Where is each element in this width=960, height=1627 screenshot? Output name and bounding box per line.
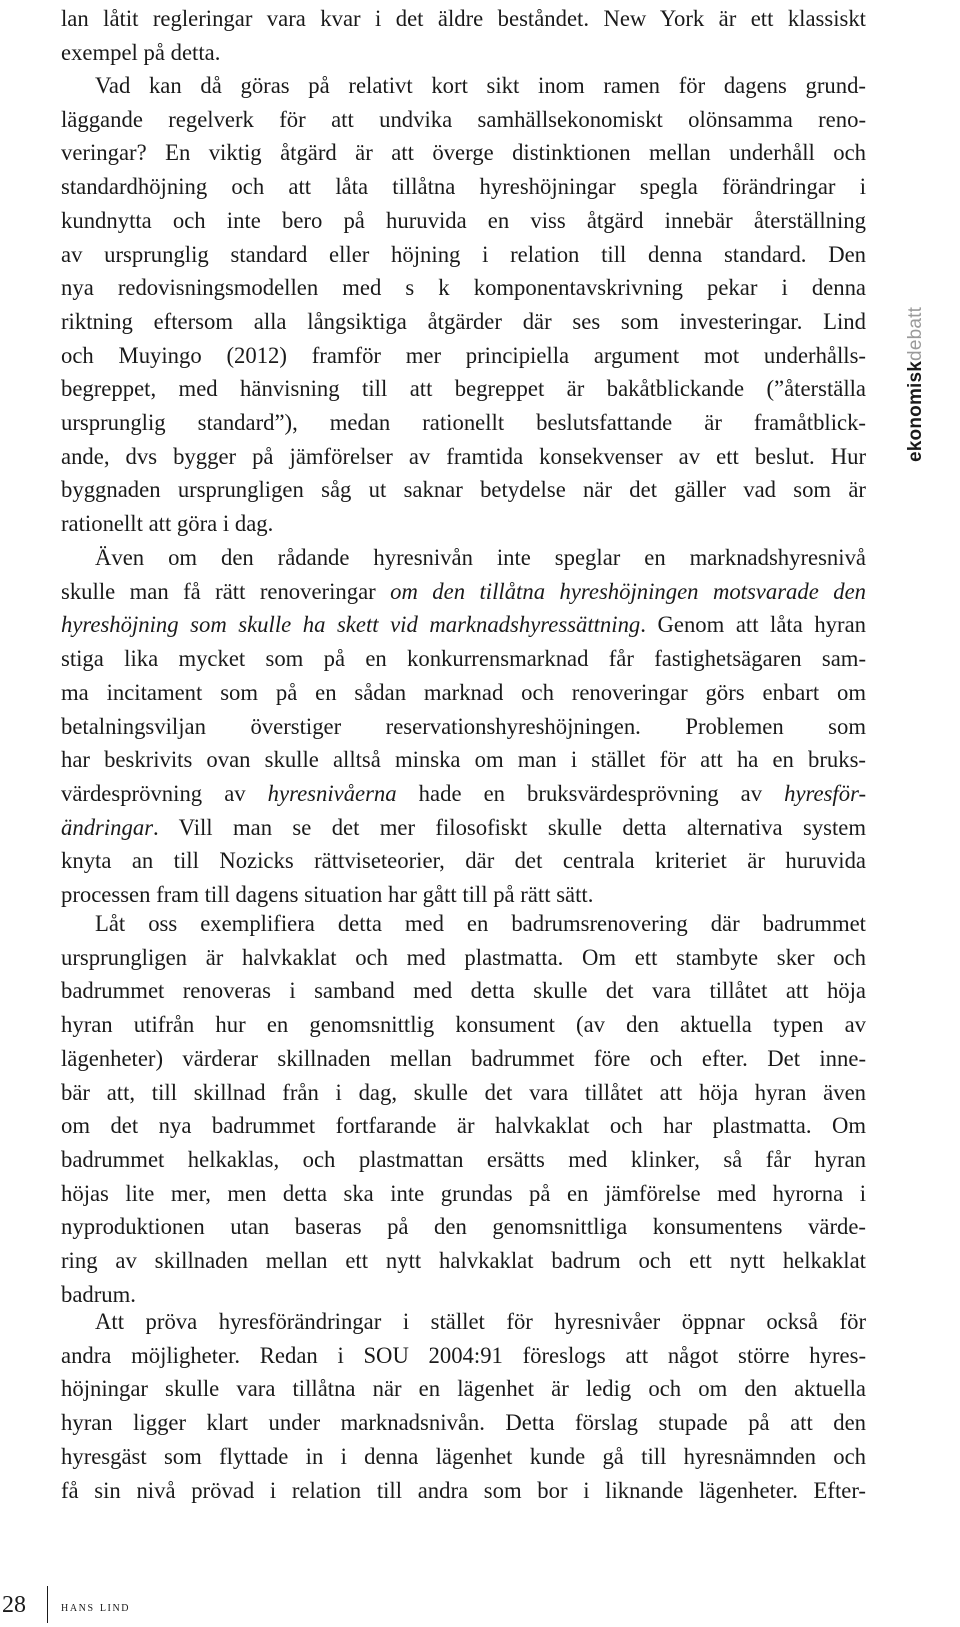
brand-dark-text: ekonomisk [905, 360, 926, 462]
text-line: byggnaden ursprungligen såg ut saknar betydelse när det gäller vad som är [61, 477, 866, 503]
running-author: hans lind [61, 1599, 131, 1615]
text-line: ande, dvs bygger på jämförelser av framtida konsekvenser av ett beslut. Hur [61, 443, 866, 469]
page-footer [0, 1590, 960, 1627]
text-run: . Genom att låta hyran [640, 612, 866, 638]
text-line: lägenheter) värderar skillnaden mellan badrummet före och efter. Det inne- [61, 1045, 866, 1071]
paragraph-3 [61, 541, 866, 912]
text-line: exempel på detta. [61, 39, 221, 65]
text-line: ring av skillnaden mellan ett nytt halvkaklat badrum och ett nytt helkaklat [61, 1248, 866, 1274]
text-line: ursprunglig standard”), medan rationellt beslutsfattande är framåtblick- [61, 410, 866, 436]
text-line: nyproduktionen utan baseras på den genomsnittliga konsumentens värde- [61, 1214, 866, 1240]
text-line [61, 608, 866, 642]
text-run: hade en bruksvärdesprövning av [396, 780, 785, 806]
emphasis-text: om den tillåtna hyreshöjningen motsvarade den [390, 578, 866, 604]
text-line: badrummet renoveras i samband med detta skulle det vara tillåtet att höja [61, 978, 866, 1004]
text-run: skulle man få rätt renoveringar [61, 578, 391, 604]
text-line: knyta an till Nozicks rättviseteorier, där det centrala kriteriet är huruvida [61, 848, 866, 874]
text-line: få sin nivå prövad i relation till andra som bor i liknande lägenheter. Efter- [61, 1477, 866, 1503]
text-line: bär att, till skillnad från i dag, skulle det vara tillåtet att höja hyran även [61, 1079, 866, 1105]
text-line: standardhöjning och att låta tillåtna hyreshöjningar spegla förändringar i [61, 174, 866, 200]
footer-divider [47, 1586, 48, 1623]
text-line: hyran ligger klart under marknadsnivån. Detta förslag stupade på att den [61, 1410, 866, 1436]
text-line: Låt oss exemplifiera detta med en badrumsrenovering där badrummet [95, 911, 866, 936]
text-line: nya redovisningsmodellen med s k komponentavskrivning pekar i denna [61, 275, 866, 301]
text-line: betalningsviljan överstiger reservationshyreshöjningen. Problemen som [61, 713, 866, 739]
journal-brand [903, 307, 929, 462]
text-line [61, 777, 866, 811]
text-line: har beskrivits ovan skulle alltså minska om man i stället för att ha en bruks- [61, 747, 866, 773]
text-line: stiga lika mycket som på en konkurrensmarknad får fastighetsägaren sam- [61, 646, 866, 672]
text-line: Vad kan då göras på relativt kort sikt inom ramen för dagens grund- [95, 73, 866, 98]
text-line [61, 575, 866, 609]
text-line: begreppet, med hänvisning till att begreppet är bakåtblickande (”återställa [61, 376, 866, 402]
brand-light-text: debatt [905, 306, 926, 361]
paragraph-1 [61, 2, 866, 69]
text-line: Även om den rådande hyresnivån inte speglar en marknadshyresnivå [95, 545, 866, 570]
text-line: hyran utifrån hur en genomsnittlig konsument (av den aktuella typen av [61, 1012, 866, 1038]
text-line: andra möjligheter. Redan i SOU 2004:91 föreslogs att något större hyres- [61, 1342, 866, 1368]
text-run: värdesprövning av [61, 780, 268, 806]
text-line: badrummet helkaklas, och plastmattan ersätts med klinker, så får hyran [61, 1146, 866, 1172]
text-line: veringar? En viktig åtgärd är att överge distinktionen mellan underhåll och [61, 140, 866, 166]
text-line: om det nya badrummet fortfarande är halvkaklat och har plastmatta. Om [61, 1113, 866, 1139]
text-line: och Muyingo (2012) framför mer principiella argument mot underhålls- [61, 342, 866, 368]
journal-sidebar [903, 262, 933, 462]
text-line: läggande regelverk för att undvika samhällsekonomiskt olönsamma reno- [61, 106, 866, 132]
emphasis-text: hyresnivåerna [267, 780, 397, 806]
emphasis-text: hyresför- [784, 780, 866, 806]
text-line: badrum. [61, 1281, 136, 1307]
text-line: riktning eftersom alla långsiktiga åtgärder där ses som investeringar. Lind [61, 308, 866, 334]
text-line: kundnytta och inte bero på huruvida en viss åtgärd innebär återställning [61, 207, 866, 233]
text-line: av ursprunglig standard eller höjning i relation till denna standard. Den [61, 241, 866, 267]
text-line: Att pröva hyresförändringar i stället för hyresnivåer öppnar också för [95, 1309, 866, 1334]
emphasis-text: hyreshöjning som skulle ha skett vid marknadshyressättning [61, 612, 641, 638]
paragraph-4 [61, 907, 866, 1311]
text-line: höjningar skulle vara tillåtna när en lägenhet är ledig och om den aktuella [61, 1376, 866, 1402]
text-line: processen fram till dagens situation har gått till på rätt sätt. [61, 882, 594, 908]
text-line: höjas lite mer, men detta ska inte grundas på en jämförelse med hyrorna i [61, 1180, 866, 1206]
paragraph-5 [61, 1305, 866, 1507]
text-line: rationellt att göra i dag. [61, 511, 274, 537]
text-line [61, 811, 866, 845]
text-run: . Vill man se det mer filosofiskt skulle detta alternativa system [153, 814, 866, 840]
paragraph-2 [61, 69, 866, 541]
page-number: 28 [2, 1592, 26, 1618]
emphasis-text: ändringar [61, 814, 154, 840]
text-line: hyresgäst som flyttade in i denna lägenhet kunde gå till hyresnämnden och [61, 1443, 866, 1469]
text-line: lan låtit regleringar vara kvar i det äldre beståndet. New York är ett klassiskt [61, 6, 866, 31]
text-line: ursprungligen är halvkaklat och med plastmatta. Om ett stambyte sker och [61, 944, 866, 970]
text-line: ma incitament som på en sådan marknad och renoveringar görs enbart om [61, 679, 866, 705]
